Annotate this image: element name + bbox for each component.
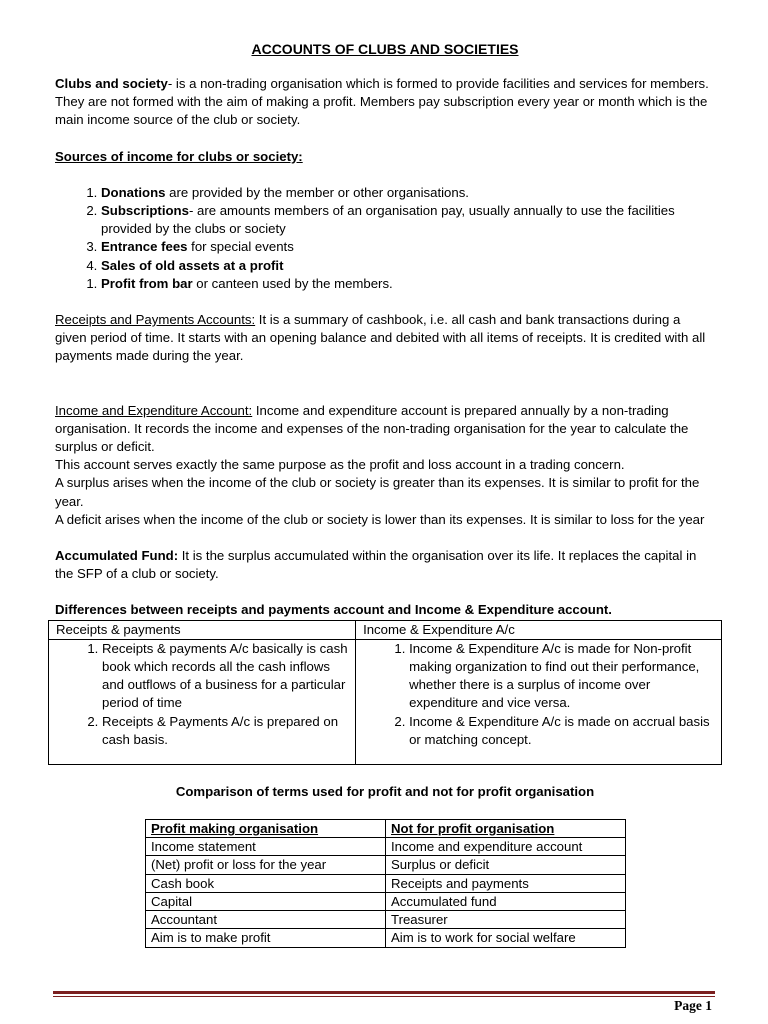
list-item: 2. Income & Expenditure A/c is made on accrual basis or matching concept. (409, 713, 714, 749)
intro-term: Clubs and society (55, 76, 168, 91)
table-cell: Accumulated fund (386, 892, 626, 910)
income-line: A surplus arises when the income of the club or society is greater than its expenses. It is similar to profit for the year. (55, 475, 700, 509)
income-paragraph: Income and Expenditure Account: Income and expenditure account is prepared annually by a non-trading organisation. It records the income and expenses of the non-trading organisation for the year to calculate the surplus or deficit. (55, 402, 689, 455)
table-cell: Surplus or deficit (386, 856, 626, 874)
table-header: Income & Expenditure A/c (356, 620, 722, 639)
table-cell: Capital (146, 892, 386, 910)
list-item: 1. Income & Expenditure A/c is made for Non-profit making organization to find out their performance, whether there is a surplus of income over expenditure and vice versa. (409, 640, 714, 713)
table-row (146, 838, 626, 856)
differences-table (48, 620, 722, 765)
document-page (55, 40, 715, 948)
income-line: A deficit arises when the income of the club or society is lower than its expenses. It is similar to loss for the year (55, 511, 705, 527)
table-cell: Aim is to work for social welfare (386, 929, 626, 947)
intro-text: - is a non-trading organisation which is formed to provide facilities and services for members. They are not formed with the aim of making a profit. Members pay subscription every year or month which is the main income source of the club or society. (55, 76, 709, 128)
table-cell: Treasurer (386, 911, 626, 929)
comparison-heading: Comparison of terms used for profit and not for profit organisation (175, 783, 595, 799)
sources-heading: Sources of income for clubs or society: (55, 148, 303, 164)
table-cell: Accountant (146, 911, 386, 929)
income-term: Income and Expenditure Account: (55, 402, 253, 418)
table-cell: (Net) profit or loss for the year (146, 856, 386, 874)
table-row (49, 620, 722, 639)
list-item: 2. Subscriptions- are amounts members of an organisation pay, usually annually to use the facilities provided by the clubs or society (101, 202, 715, 238)
income-line: This account serves exactly the same purpose as the profit and loss account in a trading concern. (55, 457, 625, 473)
table-header: Profit making organisation (146, 820, 386, 838)
differences-heading: Differences between receipts and payments account and Income & Expenditure account. (55, 602, 612, 618)
list-item: 2. Receipts & Payments A/c is prepared on cash basis. (102, 713, 348, 749)
table-row (49, 639, 722, 764)
page-number: Page 1 (674, 998, 712, 1013)
list-item: 1. Receipts & payments A/c basically is cash book which records all the cash inflows and outflows of a business for a particular period of time (102, 640, 348, 713)
list-item: 4. Sales of old assets at a profit (101, 257, 715, 275)
comparison-table (145, 819, 626, 947)
list-item: 1. Profit from bar or canteen used by the members. (101, 275, 715, 293)
table-row (146, 892, 626, 910)
table-cell: Income and expenditure account (386, 838, 626, 856)
receipts-term: Receipts and Payments Accounts: (55, 312, 256, 328)
table-row (146, 820, 626, 838)
table-cell: Receipts and payments (386, 874, 626, 892)
table-cell (356, 639, 722, 764)
footer-divider (53, 991, 715, 994)
table-row (146, 911, 626, 929)
footer-divider-thin (53, 996, 715, 997)
list-item: 3. Entrance fees for special events (101, 238, 715, 256)
table-header: Receipts & payments (49, 620, 356, 639)
table-header: Not for profit organisation (386, 820, 626, 838)
table-row (146, 929, 626, 947)
list-item: 1. Donations are provided by the member or other organisations. (101, 184, 715, 202)
page-title: ACCOUNTS OF CLUBS AND SOCIETIES (251, 41, 519, 57)
fund-term: Accumulated Fund: (55, 548, 179, 564)
table-cell: Cash book (146, 874, 386, 892)
table-cell (49, 639, 356, 764)
intro-paragraph (55, 75, 715, 130)
sources-list-restart (55, 275, 715, 293)
table-row (146, 874, 626, 892)
table-cell: Income statement (146, 838, 386, 856)
fund-paragraph: Accumulated Fund: It is the surplus accumulated within the organisation over its life. It replaces the capital in the SFP of a club or society. (55, 548, 697, 582)
sources-list (55, 184, 715, 275)
table-cell: Aim is to make profit (146, 929, 386, 947)
receipts-paragraph: Receipts and Payments Accounts: It is a summary of cashbook, i.e. all cash and bank transactions during a given period of time. It starts with an opening balance and debited with all items of receipts. It is credited with all payments made during the year. (55, 312, 706, 364)
table-row (146, 856, 626, 874)
